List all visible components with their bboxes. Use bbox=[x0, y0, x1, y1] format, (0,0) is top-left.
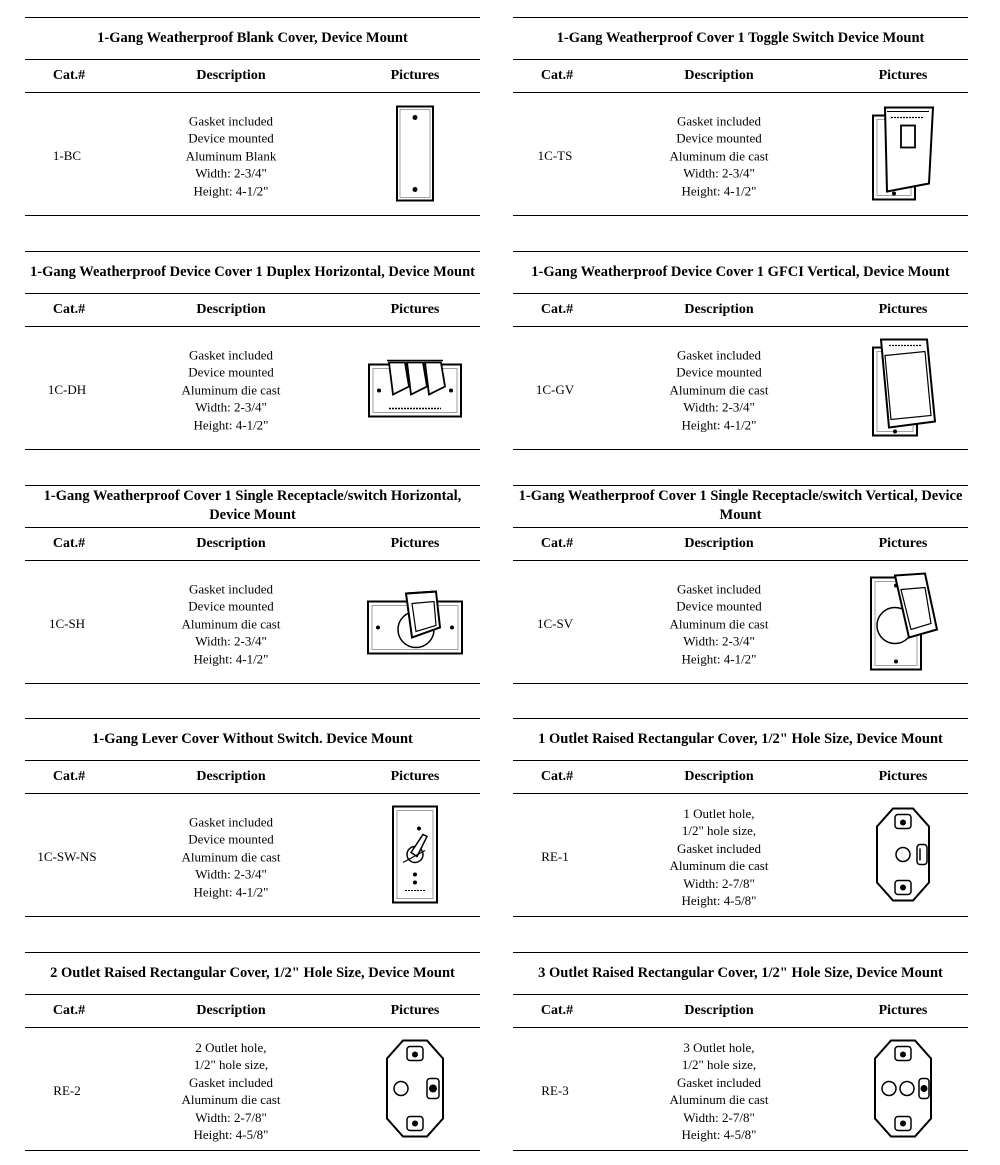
description-header: Description bbox=[684, 769, 754, 784]
pictures-header: Pictures bbox=[390, 1003, 440, 1018]
three-outlet-cover-icon bbox=[871, 1039, 935, 1144]
product-title: 1-Gang Weatherproof Cover 1 Single Receptacle/switch Vertical, Device Mount bbox=[518, 488, 963, 523]
description-header: Description bbox=[684, 536, 754, 551]
product-title: 1-Gang Weatherproof Device Cover 1 GFCI Vertical, Device Mount bbox=[531, 263, 950, 280]
cat-header: Cat.# bbox=[540, 68, 574, 83]
pictures-header: Pictures bbox=[390, 769, 440, 784]
product-description: 2 Outlet hole, 1/2" hole size, Gasket included Aluminum die cast Width: 2-7/8" Height: 4-5/8" bbox=[181, 1039, 281, 1142]
description-header: Description bbox=[196, 536, 266, 551]
duplex-horizontal-cover-icon bbox=[367, 357, 463, 424]
catalog-number: 1-BC bbox=[52, 148, 82, 163]
product-description: Gasket included Device mounted Aluminum Blank Width: 2-3/4" Height: 4-1/2" bbox=[185, 113, 277, 199]
cat-header: Cat.# bbox=[540, 302, 574, 317]
receptacle-horizontal-cover-icon bbox=[366, 588, 464, 661]
table-header bbox=[25, 528, 480, 560]
blank-cover-icon bbox=[395, 105, 435, 208]
pictures-header: Pictures bbox=[878, 68, 928, 83]
product-title: 1-Gang Weatherproof Cover 1 Toggle Switch Device Mount bbox=[556, 29, 925, 46]
description-header: Description bbox=[196, 68, 266, 83]
cat-header: Cat.# bbox=[540, 1003, 574, 1018]
one-outlet-cover-icon bbox=[873, 807, 933, 908]
catalog-number: 1C-GV bbox=[535, 382, 575, 397]
catalog-number: RE-2 bbox=[53, 1083, 81, 1098]
cat-header: Cat.# bbox=[52, 1003, 86, 1018]
table-header bbox=[513, 528, 968, 560]
cat-header: Cat.# bbox=[52, 302, 86, 317]
pictures-header: Pictures bbox=[390, 302, 440, 317]
cat-header: Cat.# bbox=[52, 536, 86, 551]
pictures-header: Pictures bbox=[878, 536, 928, 551]
description-header: Description bbox=[684, 302, 754, 317]
catalog-number: 1C-TS bbox=[537, 148, 573, 163]
table-header bbox=[25, 294, 480, 326]
product-title: 2 Outlet Raised Rectangular Cover, 1/2" Hole Size, Device Mount bbox=[50, 964, 455, 981]
catalog-number: 1C-DH bbox=[47, 382, 87, 397]
description-header: Description bbox=[196, 769, 266, 784]
catalog-number: 1C-SH bbox=[48, 616, 86, 631]
cat-header: Cat.# bbox=[52, 769, 86, 784]
product-description: Gasket included Device mounted Aluminum die cast Width: 2-3/4" Height: 4-1/2" bbox=[181, 581, 281, 667]
catalog-number: 1C-SW-NS bbox=[37, 849, 97, 864]
table-header bbox=[25, 761, 480, 793]
product-title: 1 Outlet Raised Rectangular Cover, 1/2" Hole Size, Device Mount bbox=[538, 730, 943, 747]
table-header bbox=[25, 60, 480, 92]
product-description: 1 Outlet hole, 1/2" hole size, Gasket included Aluminum die cast Width: 2-7/8" Height: 4-5/8" bbox=[669, 805, 769, 908]
product-description: Gasket included Device mounted Aluminum die cast Width: 2-3/4" Height: 4-1/2" bbox=[181, 347, 281, 433]
product-description: Gasket included Device mounted Aluminum die cast Width: 2-3/4" Height: 4-1/2" bbox=[669, 347, 769, 433]
catalog-number: 1C-SV bbox=[536, 616, 574, 631]
table-header bbox=[513, 60, 968, 92]
table-header bbox=[25, 995, 480, 1027]
product-description: Gasket included Device mounted Aluminum die cast Width: 2-3/4" Height: 4-1/2" bbox=[669, 113, 769, 199]
pictures-header: Pictures bbox=[878, 302, 928, 317]
cat-header: Cat.# bbox=[52, 68, 86, 83]
two-outlet-cover-icon bbox=[383, 1039, 447, 1144]
pictures-header: Pictures bbox=[878, 769, 928, 784]
product-title: 3 Outlet Raised Rectangular Cover, 1/2" Hole Size, Device Mount bbox=[538, 964, 943, 981]
description-header: Description bbox=[684, 68, 754, 83]
description-header: Description bbox=[196, 1003, 266, 1018]
cat-header: Cat.# bbox=[540, 769, 574, 784]
catalog-number: RE-3 bbox=[541, 1083, 569, 1098]
catalog-number: RE-1 bbox=[541, 849, 569, 864]
description-header: Description bbox=[196, 302, 266, 317]
product-description: Gasket included Device mounted Aluminum die cast Width: 2-3/4" Height: 4-1/2" bbox=[181, 814, 281, 900]
product-title: 1-Gang Lever Cover Without Switch. Device Mount bbox=[92, 730, 413, 747]
product-title: 1-Gang Weatherproof Device Cover 1 Duplex Horizontal, Device Mount bbox=[29, 263, 475, 280]
gfci-vertical-cover-icon bbox=[867, 336, 939, 445]
description-header: Description bbox=[684, 1003, 754, 1018]
toggle-cover-icon bbox=[867, 104, 939, 209]
table-header bbox=[513, 294, 968, 326]
cat-header: Cat.# bbox=[540, 536, 574, 551]
pictures-header: Pictures bbox=[390, 536, 440, 551]
pictures-header: Pictures bbox=[390, 68, 440, 83]
table-header bbox=[513, 995, 968, 1027]
product-description: 3 Outlet hole, 1/2" hole size, Gasket included Aluminum die cast Width: 2-7/8" Height: 4-5/8" bbox=[669, 1039, 769, 1142]
product-description: Gasket included Device mounted Aluminum die cast Width: 2-3/4" Height: 4-1/2" bbox=[669, 581, 769, 667]
receptacle-vertical-cover-icon bbox=[865, 570, 941, 679]
lever-cover-icon bbox=[389, 805, 441, 910]
table-header bbox=[513, 761, 968, 793]
product-title: 1-Gang Weatherproof Blank Cover, Device Mount bbox=[97, 29, 408, 46]
product-title: 1-Gang Weatherproof Cover 1 Single Receptacle/switch Horizontal, Device Mount bbox=[43, 488, 462, 523]
pictures-header: Pictures bbox=[878, 1003, 928, 1018]
